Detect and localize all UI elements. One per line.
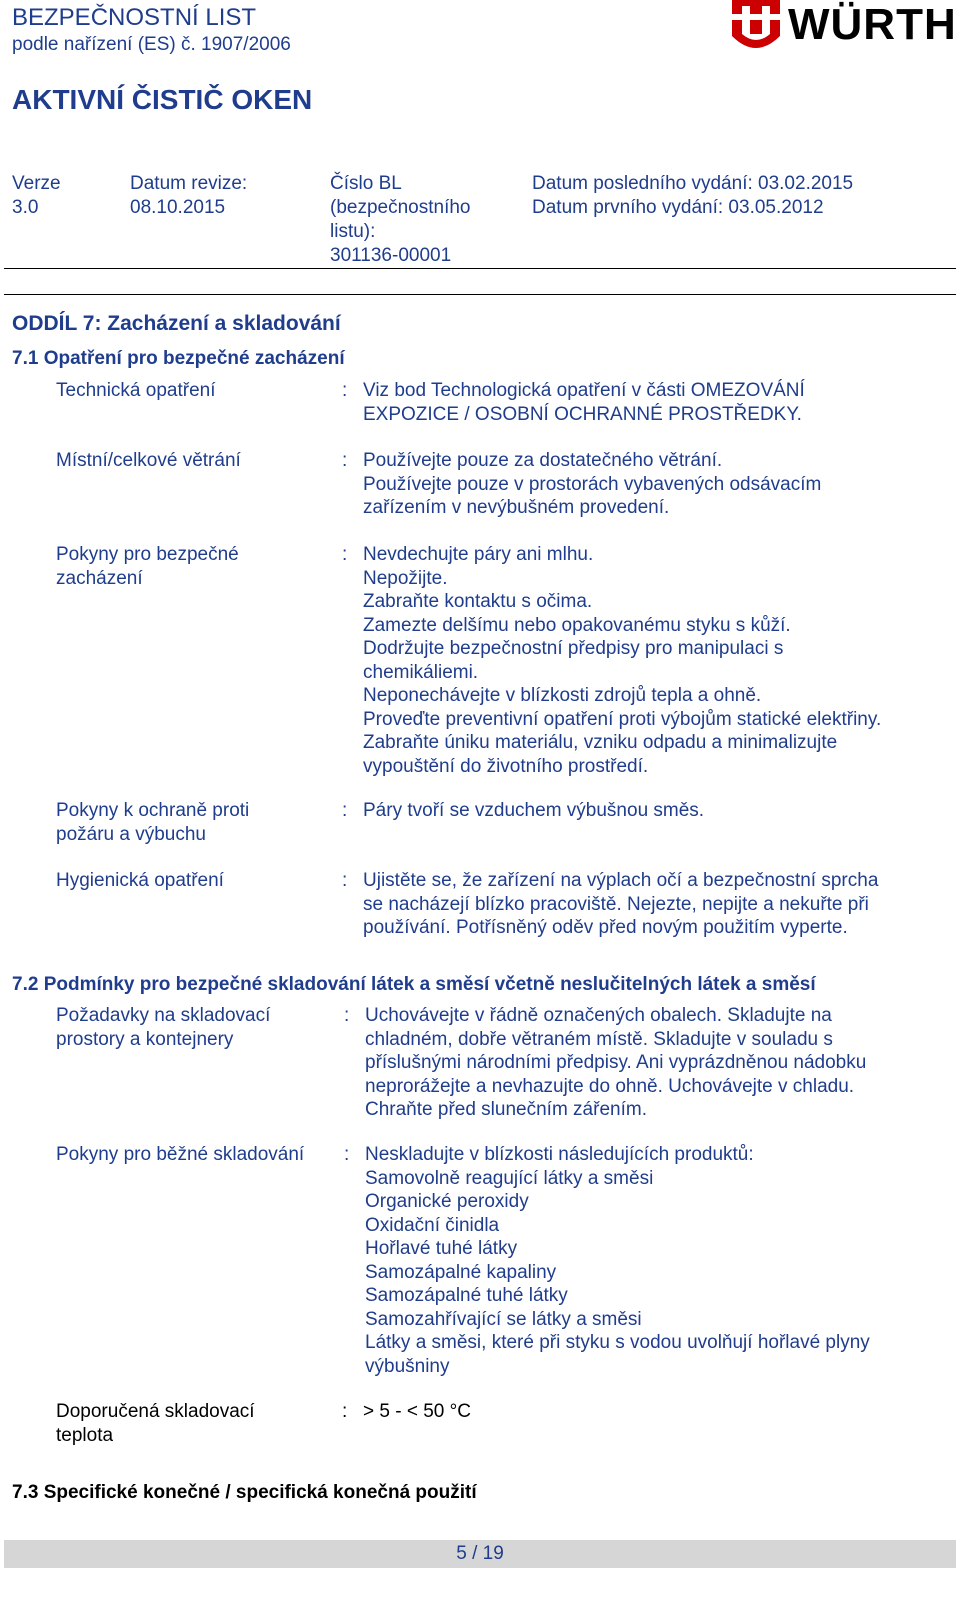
wurth-logo — [732, 0, 957, 52]
revision-value: 08.10.2015 — [130, 197, 226, 218]
section-title: ODDÍL 7: Zacházení a skladování — [12, 312, 341, 335]
sds-number-line: (bezpečnostního — [330, 197, 471, 218]
row-label: Pokyny pro bezpečné zacházení — [56, 544, 239, 589]
sds-number-line: listu): — [330, 221, 376, 242]
colon: : — [344, 1144, 350, 1165]
revision-block — [130, 172, 247, 220]
logo-wordmark: WÜRTH — [788, 0, 957, 49]
revision-label: Datum revize: — [130, 173, 248, 194]
colon: : — [342, 1401, 348, 1422]
regulation-reference: podle nařízení (ES) č. 1907/2006 — [12, 34, 291, 55]
version-label: Verze — [12, 173, 61, 194]
issue-dates-block — [532, 172, 853, 220]
row-label: Pokyny pro běžné skladování — [56, 1144, 305, 1165]
subsection-7-2-title: 7.2 Podmínky pro bezpečné skladování látek a směsí včetně neslučitelných látek a směsí — [12, 974, 816, 995]
row-label: Doporučená skladovací teplota — [56, 1401, 255, 1446]
wurth-logo-icon — [732, 0, 780, 50]
row-value: Viz bod Technologická opatření v části OMEZOVÁNÍ EXPOZICE / OSOBNÍ OCHRANNÉ PROSTŘEDKY. — [363, 380, 805, 425]
version-value: 3.0 — [12, 197, 39, 218]
product-name: AKTIVNÍ ČISTIČ OKEN — [12, 84, 313, 115]
row-value: Uchovávejte v řádně označených obalech. Skladujte na chladném, dobře větraném místě. Skladujte v souladu s příslušnými národními předpisy. Ani vyprázdněnou nádobku neprorážejte a nevhazujte do ohně. Uchovávejte v chladu. Chraňte před slunečním zářením. — [365, 1005, 867, 1120]
sds-number-value: 301136-00001 — [330, 245, 452, 266]
sds-number-block — [330, 172, 471, 268]
row-label: Technická opatření — [56, 380, 216, 401]
page-footer — [4, 1540, 956, 1568]
subsection-7-1-title: 7.1 Opatření pro bezpečné zacházení — [12, 348, 345, 369]
last-issue-date: Datum posledního vydání: 03.02.2015 — [532, 173, 854, 194]
subsection-7-3-title: 7.3 Specifické konečné / specifická konečná použití — [12, 1482, 477, 1503]
row-value: Neskladujte v blízkosti následujících produktů: Samovolně reagující látky a směsi Organické peroxidy Oxidační činidla Hořlavé tuhé látky Samozápalné kapaliny Samozápalné tuhé látky Samozahřívající se látky a směsi Látky a směsi, které při styku s vodou uvolňují hořlavé plyny výbušniny — [365, 1144, 870, 1377]
row-label: Hygienická opatření — [56, 870, 224, 891]
sds-number-line: Číslo BL — [330, 173, 402, 194]
version-block — [12, 172, 61, 220]
colon: : — [342, 800, 348, 821]
colon: : — [344, 1005, 350, 1026]
row-label: Místní/celkové větrání — [56, 450, 241, 471]
row-value: Páry tvoří se vzduchem výbušnou směs. — [363, 800, 705, 821]
row-label: Pokyny k ochraně proti požáru a výbuchu — [56, 800, 250, 845]
colon: : — [342, 380, 348, 401]
colon: : — [342, 870, 348, 891]
row-value: Používejte pouze za dostatečného větrání. Používejte pouze v prostorách vybavených odsávacím zařízením v nevýbušném provedení. — [363, 450, 822, 518]
colon: : — [342, 450, 348, 471]
section-divider — [4, 294, 956, 295]
first-issue-date: Datum prvního vydání: 03.05.2012 — [532, 197, 824, 218]
row-value: Ujistěte se, že zařízení na výplach očí a bezpečnostní sprcha se nacházejí blízko pracoviště. Nejezte, nepijte a nekuřte při používání. Potřísněný oděv před novým použitím vyperte. — [363, 870, 879, 938]
row-value: > 5 - < 50 °C — [363, 1401, 471, 1422]
document-title: BEZPEČNOSTNÍ LIST — [12, 4, 257, 31]
header-divider — [4, 268, 956, 269]
colon: : — [342, 544, 348, 565]
row-label: Požadavky na skladovací prostory a kontejnery — [56, 1005, 271, 1050]
page-number: 5 / 19 — [456, 1543, 504, 1564]
row-value: Nevdechujte páry ani mlhu. Nepožijte. Zabraňte kontaktu s očima. Zamezte delšímu nebo opakovanému styku s kůží. Dodržujte bezpečnostní předpisy pro manipulaci s chemikáliemi. Neponechávejte v blízkosti zdrojů tepla a ohně. Proveďte preventivní opatření proti výbojům statické elektřiny. Zabraňte úniku materiálu, vzniku odpadu a minimalizujte vypouštění do životního prostředí. — [363, 544, 882, 777]
